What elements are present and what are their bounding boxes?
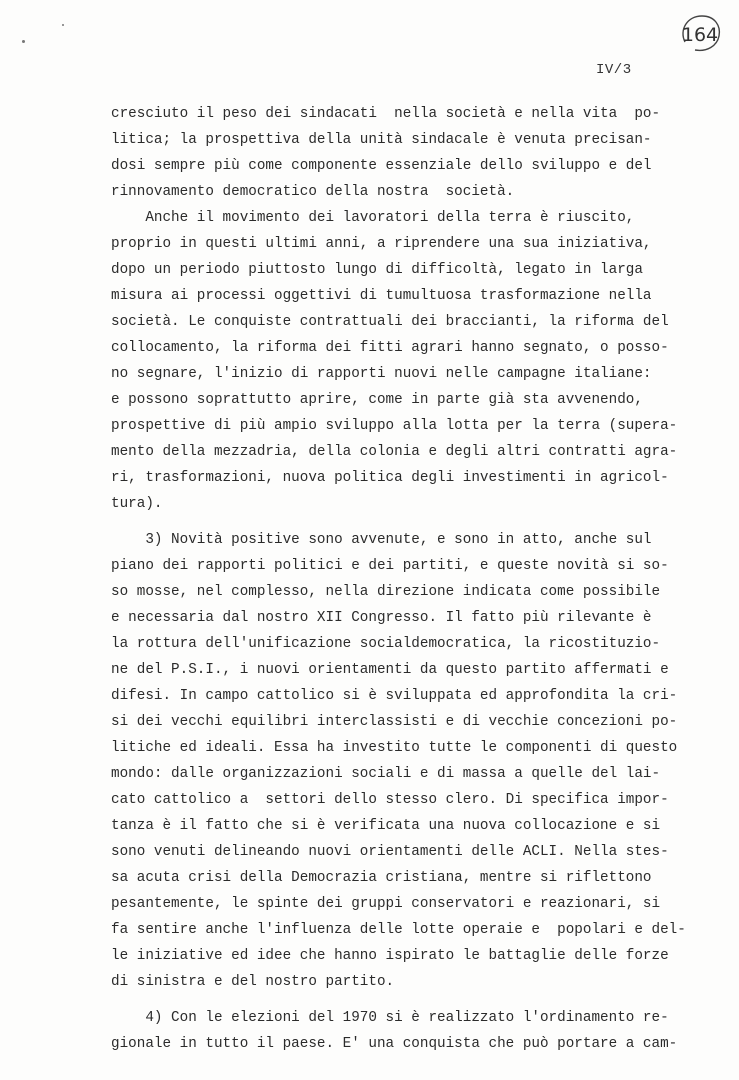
- archive-page-number-stamp: [677, 12, 723, 54]
- paragraph-2: [111, 205, 711, 517]
- text-line: misura ai processi oggettivi di tumultuosa trasformazione nella: [111, 288, 652, 304]
- text-line: di sinistra e del nostro partito.: [111, 974, 395, 990]
- text-line: 4) Con le elezioni del 1970 si è realizzato l'ordinamento re-: [111, 1010, 669, 1026]
- text-line: fa sentire anche l'influenza delle lotte operaie e popolari e del-: [111, 922, 686, 938]
- text-line: tanza è il fatto che si è verificata una nuova collocazione e si: [111, 818, 661, 834]
- text-line: litica; la prospettiva della unità sindacale è venuta precisan-: [111, 132, 652, 148]
- text-line: si dei vecchi equilibri interclassisti e di vecchie concezioni po-: [111, 714, 678, 730]
- text-line: sa acuta crisi della Democrazia cristiana, mentre si riflettono: [111, 870, 652, 886]
- text-line: proprio in questi ultimi anni, a riprendere una sua iniziativa,: [111, 236, 652, 252]
- text-line: mondo: dalle organizzazioni sociali e di massa a quelle del lai-: [111, 766, 661, 782]
- text-line: tura).: [111, 496, 163, 512]
- text-line: dosi sempre più come componente essenziale dello sviluppo e del: [111, 158, 652, 174]
- text-line: ne del P.S.I., i nuovi orientamenti da questo partito affermati e: [111, 662, 669, 678]
- text-line: e necessaria dal nostro XII Congresso. Il fatto più rilevante è: [111, 610, 652, 626]
- paragraph-gap: [111, 517, 711, 527]
- paragraph-4: [111, 1005, 711, 1057]
- text-line: so mosse, nel complesso, nella direzione indicata come possibile: [111, 584, 661, 600]
- text-line: dopo un periodo piuttosto lungo di difficoltà, legato in larga: [111, 262, 643, 278]
- text-line: rinnovamento democratico della nostra società.: [111, 184, 515, 200]
- text-line: società. Le conquiste contrattuali dei braccianti, la riforma del: [111, 314, 669, 330]
- text-line: pesantemente, le spinte dei gruppi conservatori e reazionari, si: [111, 896, 661, 912]
- text-line: Anche il movimento dei lavoratori della terra è riuscito,: [111, 210, 635, 226]
- text-line: le iniziative ed idee che hanno ispirato le battaglie delle forze: [111, 948, 669, 964]
- text-line: piano dei rapporti politici e dei partiti, e queste novità si so-: [111, 558, 669, 574]
- paragraph-1: [111, 101, 711, 205]
- text-line: prospettive di più ampio sviluppo alla lotta per la terra (supera-: [111, 418, 678, 434]
- scan-speck: [22, 40, 25, 43]
- text-line: sono venuti delineando nuovi orientamenti delle ACLI. Nella stes-: [111, 844, 669, 860]
- text-line: cresciuto il peso dei sindacati nella società e nella vita po-: [111, 106, 661, 122]
- text-line: ri, trasformazioni, nuova politica degli investimenti in agricol-: [111, 470, 669, 486]
- scan-speck: [62, 24, 64, 26]
- text-line: 3) Novità positive sono avvenute, e sono in atto, anche sul: [111, 532, 652, 548]
- paragraph-gap: [111, 995, 711, 1005]
- text-line: collocamento, la riforma dei fitti agrari hanno segnato, o posso-: [111, 340, 669, 356]
- body-text: [111, 101, 711, 1057]
- text-line: mento della mezzadria, della colonia e degli altri contratti agra-: [111, 444, 678, 460]
- text-line: gionale in tutto il paese. E' una conquista che può portare a cam-: [111, 1036, 678, 1052]
- folio-label: IV/3: [596, 62, 632, 78]
- stamp-number: 164: [681, 24, 719, 46]
- text-line: cato cattolico a settori dello stesso clero. Di specifica impor-: [111, 792, 669, 808]
- paragraph-3: [111, 527, 711, 995]
- text-line: la rottura dell'unificazione socialdemocratica, la ricostituzio-: [111, 636, 661, 652]
- text-line: litiche ed ideali. Essa ha investito tutte le componenti di questo: [111, 740, 678, 756]
- text-line: no segnare, l'inizio di rapporti nuovi nelle campagne italiane:: [111, 366, 652, 382]
- text-line: difesi. In campo cattolico si è sviluppata ed approfondita la cri-: [111, 688, 678, 704]
- text-line: e possono soprattutto aprire, come in parte già sta avvenendo,: [111, 392, 643, 408]
